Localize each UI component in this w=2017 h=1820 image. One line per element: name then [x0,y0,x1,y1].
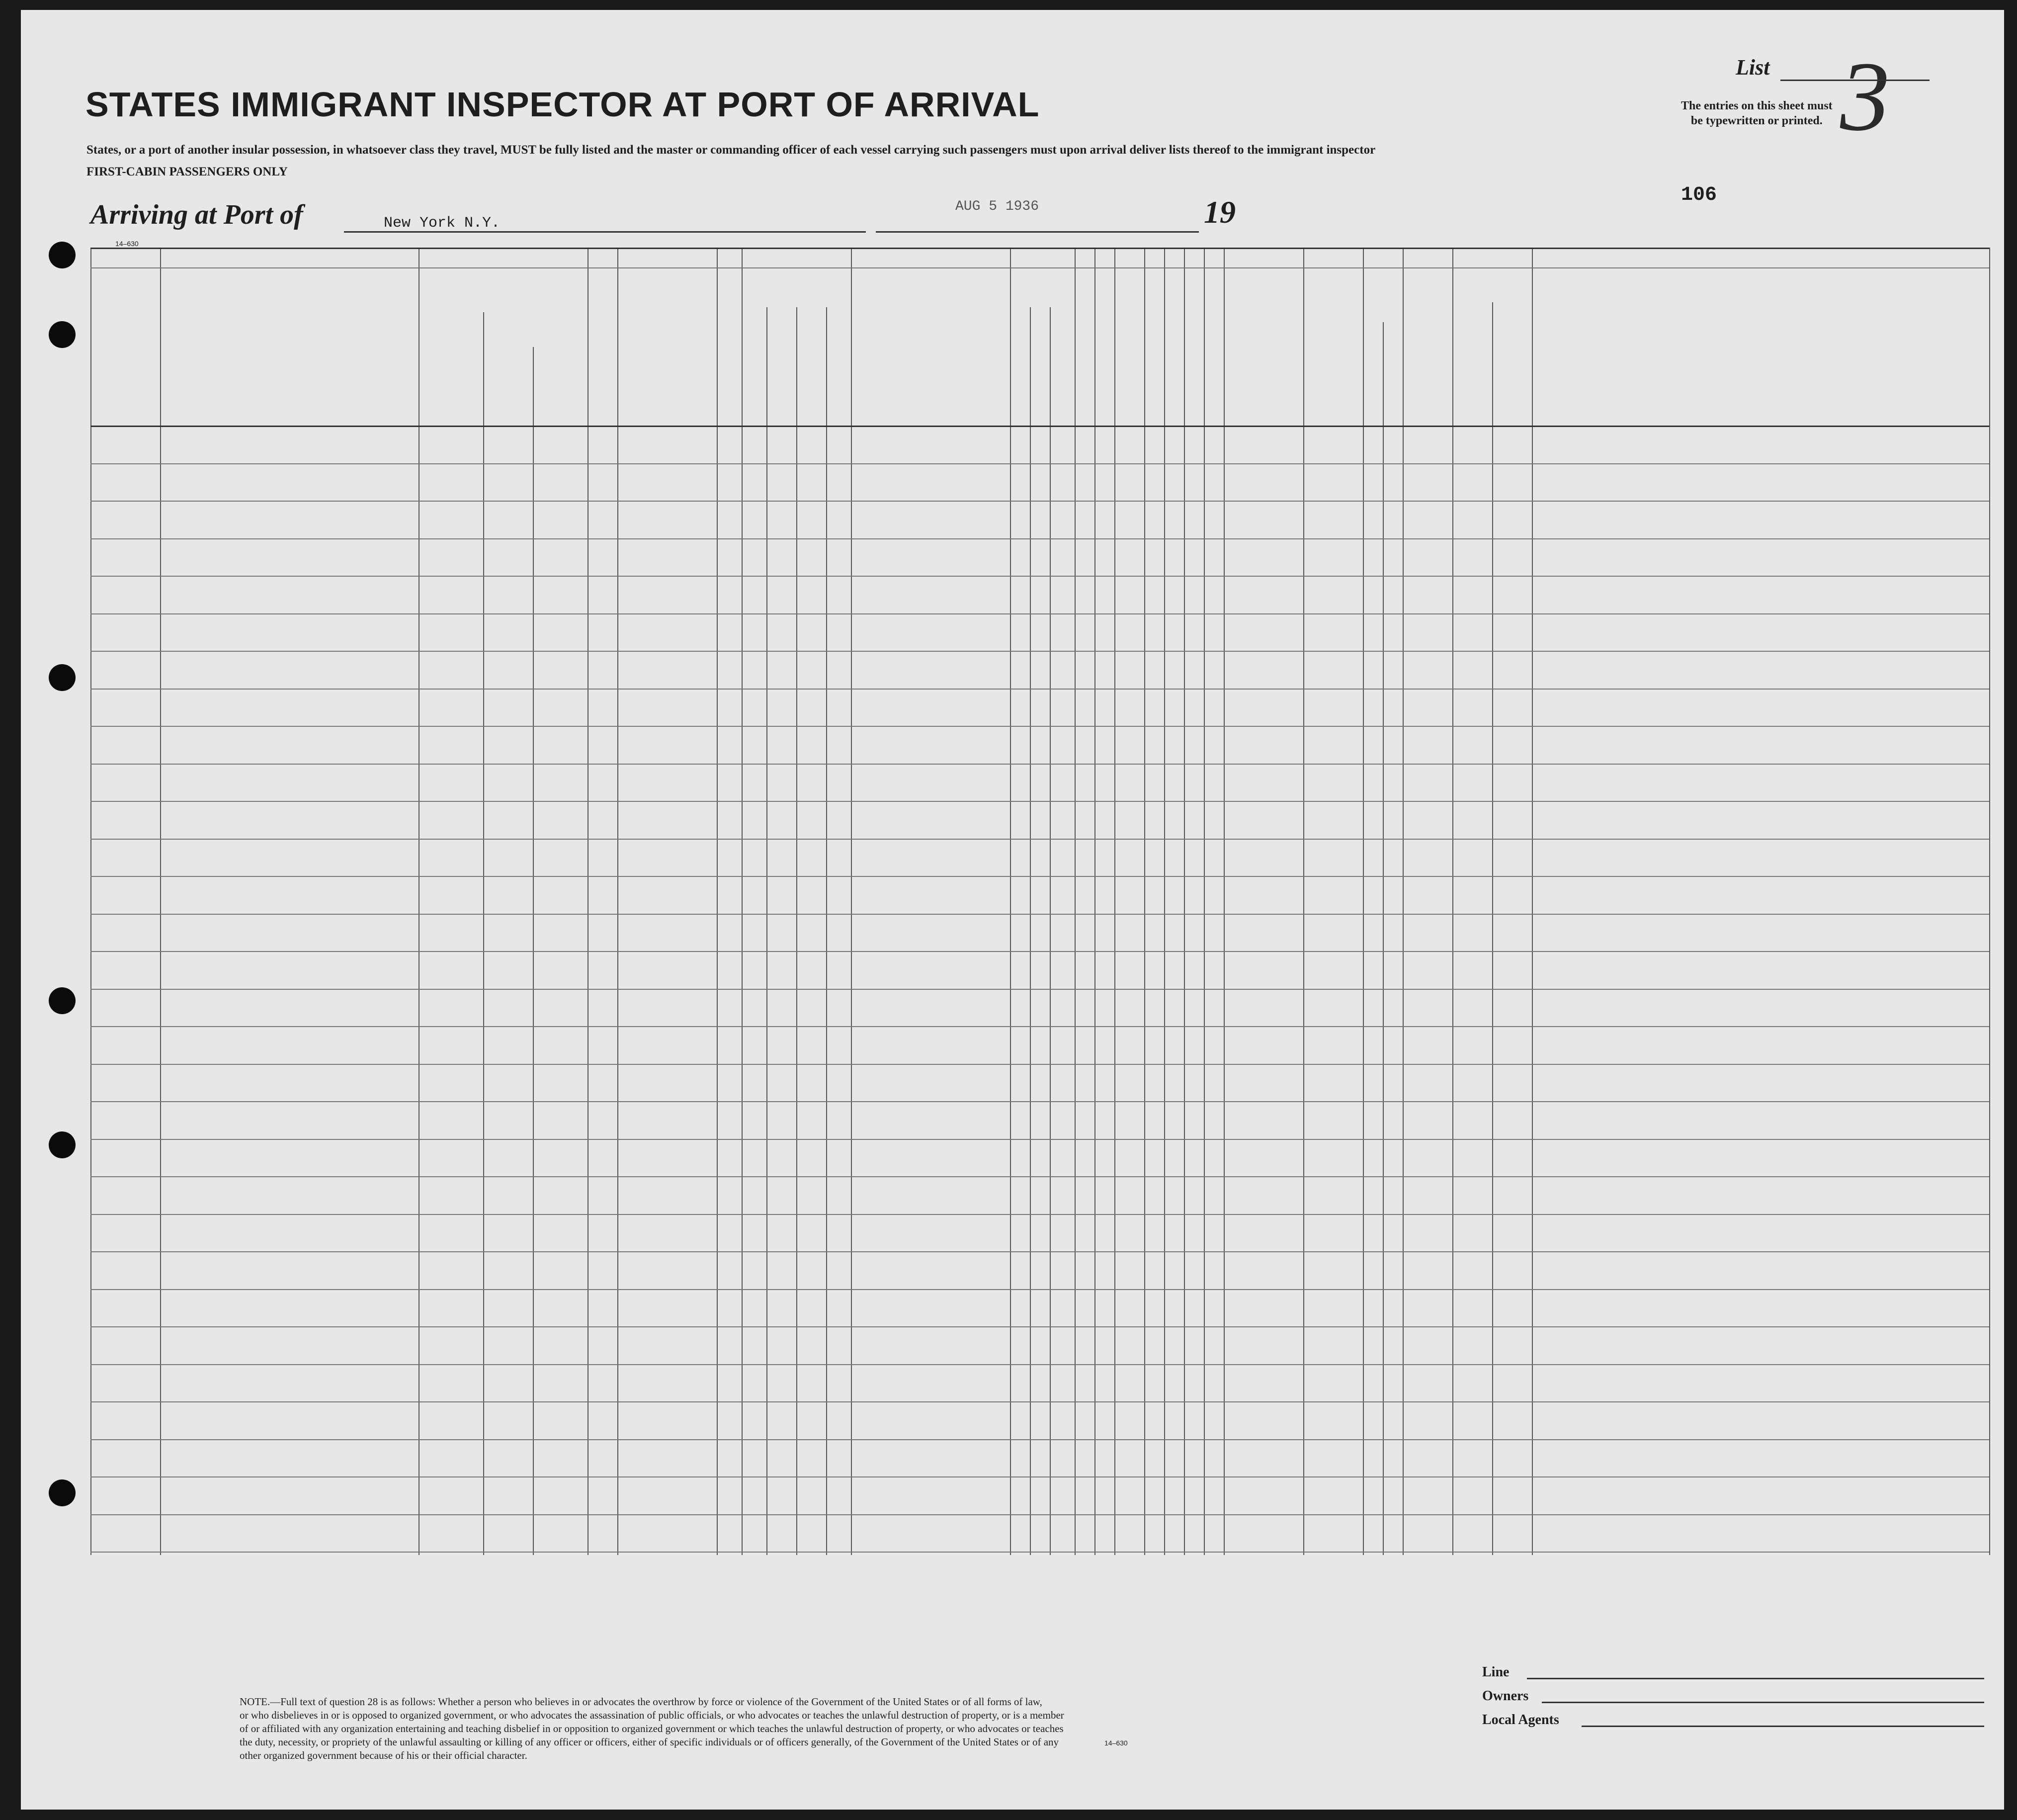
subcolumn-divider [1492,302,1493,1555]
owners-label: Owners [1482,1688,1529,1704]
row-rule [90,989,1989,990]
year-prefix: 19 [1204,194,1236,230]
footnote: NOTE.—Full text of question 28 is as follows: Whether a person who believes in or advocates the overthrow by force or violence of the Government of the United States or of all forms of law, or who disbelieves in or is opposed to organized government, or who advocates the assassination of public officials, or who advocates or teaches the unlawful destruction of property, or is a member of or affiliated with any organization entertaining and teaching disbelief in or opposition to organized government or which teaches the unlawful destruction of property, or who advocates or teaches the duty, necessity, or propriety of the unlawful assaulting or killing of any officer or officers, either of specific individuals or of officers generally, of the Government of the United States or of any other organized government because of his or their official character. [240,1696,1064,1761]
subcolumn-divider [1383,322,1384,1555]
row-rule [90,1364,1989,1365]
punch-hole [49,242,76,268]
header-top-rule [90,248,1989,249]
column-divider [1303,248,1304,1555]
column-divider [617,248,618,1555]
row-rule [90,1439,1989,1440]
column-divider [1144,248,1145,1555]
column-divider [851,248,852,1555]
row-rule [90,726,1989,727]
row-rule [90,689,1989,690]
column-divider [1403,248,1404,1555]
row-rule [90,914,1989,915]
row-rule [90,613,1989,614]
arriving-label: Arriving at Port of [90,199,303,230]
manifest-sheet [21,10,2004,1810]
subcolumn-divider [1050,307,1051,1555]
header-bottom-rule [90,426,1989,427]
row-rule [90,764,1989,765]
header-number-rule [90,267,1989,268]
column-divider [1114,248,1115,1555]
column-divider [1452,248,1453,1555]
row-rule [90,1101,1989,1102]
row-rule [90,651,1989,652]
column-divider [1204,248,1205,1555]
row-rule [90,1064,1989,1065]
form-title: STATES IMMIGRANT INSPECTOR AT PORT OF ARRIVAL [85,85,1040,124]
row-rule [90,1139,1989,1140]
list-label: List [1736,55,1770,80]
column-divider [1532,248,1533,1555]
column-divider [1164,248,1165,1555]
column-divider [1184,248,1185,1555]
column-divider [1010,248,1011,1555]
row-rule [90,1476,1989,1477]
row-rule [90,1176,1989,1177]
row-rule [90,1026,1989,1027]
row-rule [90,1401,1989,1402]
column-divider [1224,248,1225,1555]
column-divider [160,248,161,1555]
subcolumn-divider [796,307,797,1555]
row-rule [90,1251,1989,1252]
row-rule [90,1214,1989,1215]
row-rule [90,839,1989,840]
punch-hole [49,321,76,348]
column-divider [742,248,743,1555]
local-agents-label: Local Agents [1482,1712,1559,1728]
column-divider [419,248,420,1555]
row-rule [90,801,1989,802]
punch-hole [49,664,76,691]
manifest-grid [90,248,1989,1555]
first-cabin-label: FIRST-CABIN PASSENGERS ONLY [86,165,288,178]
page-number: 106 [1681,184,1717,206]
row-rule [90,576,1989,577]
port-of-arrival: New York N.Y. [384,215,501,232]
subcolumn-divider [483,312,484,1555]
column-divider [1363,248,1364,1555]
subcolumn-divider [766,307,767,1555]
line-label: Line [1482,1664,1510,1680]
column-divider [1075,248,1076,1555]
date-stamp: AUG 5 1936 [955,199,1039,214]
typewritten-instruction: The entries on this sheet must be typewritten or printed. [1681,99,1833,127]
column-divider [717,248,718,1555]
row-rule [90,876,1989,877]
column-divider [1989,248,1990,1555]
punch-hole [49,1479,76,1506]
form-subtitle: States, or a port of another insular possession, in whatsoever class they travel, MUST be fully listed and the master or commanding officer of each vessel carrying such passengers must upon arrival deliver lists thereof to the immigrant inspector [86,143,1376,157]
column-divider [90,248,91,1555]
list-number-handwritten: 3 [1840,42,1890,152]
subcolumn-divider [826,307,827,1555]
form-number-top: 14–630 [115,240,139,248]
row-rule [90,538,1989,539]
row-rule [90,463,1989,464]
row-rule [90,1514,1989,1515]
column-divider [1094,248,1095,1555]
row-rule [90,1552,1989,1553]
row-rule [90,1289,1989,1290]
row-rule [90,501,1989,502]
row-rule [90,951,1989,952]
punch-hole [49,987,76,1014]
punch-hole [49,1131,76,1158]
subcolumn-divider [1030,307,1031,1555]
form-number-bottom: 14–630 [1104,1739,1128,1747]
row-rule [90,1326,1989,1327]
